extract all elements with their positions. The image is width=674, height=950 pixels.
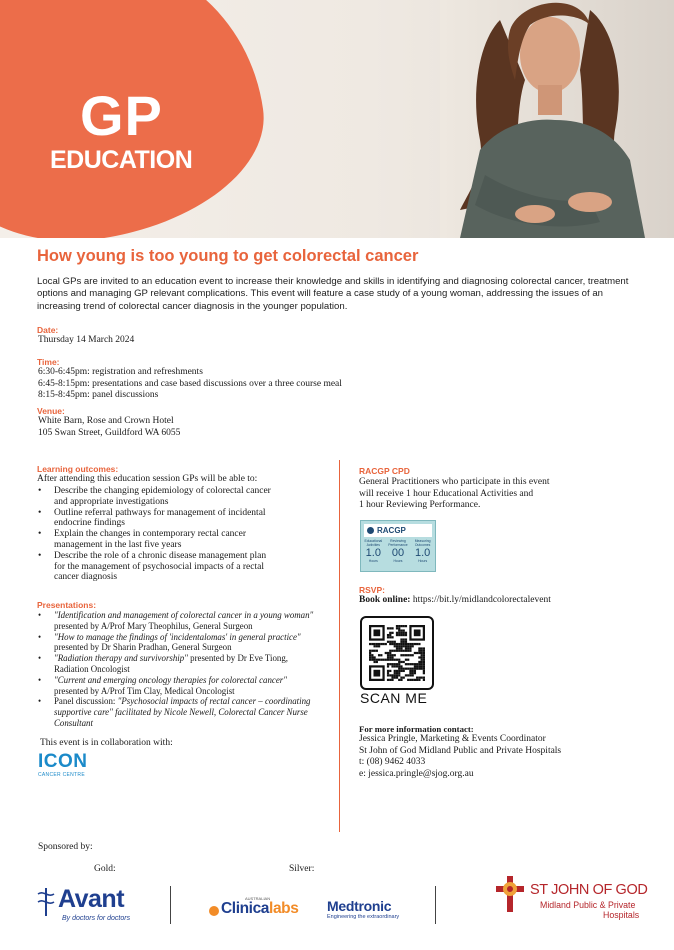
- time-label: Time:: [37, 357, 60, 367]
- badge-col: Measuring Outcomes 1.0 Hours: [414, 539, 431, 563]
- sponsors-label: Sponsored by:: [38, 842, 93, 852]
- rsvp-link[interactable]: https://bit.ly/midlandcolorectalevent: [410, 595, 551, 605]
- medtronic-logo: Medtronic Engineering the extraordinary: [327, 898, 400, 920]
- time-line: 6:45-8:15pm: presentations and case based discussions over a three course meal: [38, 378, 342, 389]
- venue-label: Venue:: [37, 406, 65, 416]
- scan-me-text: SCAN ME: [360, 690, 428, 706]
- learning-item: • Outline referral pathways for management of incidental endocrine findings: [37, 508, 337, 530]
- header-education: EDUCATION: [50, 146, 193, 174]
- event-intro: Local GPs are invited to an education event to increase their knowledge and skills in identifying and diagnosing colorectal cancer, treatment options and managing GP relevant complications. This event will feature a case study of a young woman, addressing the issues of an increasing trend of colorectal cancer diagnosis in the younger population.: [37, 276, 629, 312]
- clinicalabs-logo: AUSTRALIAN Clinicalabs: [207, 897, 307, 925]
- presentation-item: • "Radiation therapy and survivorship" presented by Dr Eve Tiong, Radiation Oncologist: [37, 653, 347, 675]
- presentation-item: • "Identification and management of colorectal cancer in a young woman" presented by A/Prof Mary Theophilus, General Surgeon: [37, 610, 347, 632]
- racgp-brand: RACGP: [377, 526, 406, 535]
- time-line: 6:30-6:45pm: registration and refreshments: [38, 367, 203, 377]
- presentation-item: • Panel discussion: "Psychosocial impacts of rectal cancer – coordinating supportive care" facilitated by Nicole Newell, Colorectal Cancer Nurse Consultant: [37, 696, 347, 728]
- rsvp-book: [359, 595, 551, 607]
- date-label: Date:: [37, 325, 59, 335]
- header-banner: [0, 0, 674, 238]
- badge-col: Educational Activities 1.0 Hours: [364, 539, 383, 563]
- cpd-label: RACGP CPD: [359, 466, 410, 476]
- event-title: How young is too young to get colorectal cancer: [37, 247, 419, 265]
- avant-logo: Avant By doctors for doctors: [36, 886, 148, 926]
- book-online-label: Book online:: [359, 595, 411, 605]
- time-line: 8:15-8:45pm: panel discussions: [38, 390, 159, 401]
- cpd-text: General Practitioners who participate in this event will receive 1 hour Educational Activities and 1 hour Reviewing Performance.: [359, 477, 550, 511]
- learning-intro: After attending this education session GPs will be able to:: [37, 474, 258, 484]
- presentations-label: Presentations:: [37, 600, 97, 610]
- presentation-item: • "How to manage the findings of 'incidentalomas' in general practice" presented by Dr Sharin Pradhan, General Surgeon: [37, 632, 347, 654]
- icon-cancer-centre-logo: ICON CANCER CENTRE: [38, 751, 88, 778]
- gold-label: Gold:: [94, 864, 116, 874]
- collab-text: This event is in collaboration with:: [40, 738, 173, 748]
- woman-photo-illustration: [440, 0, 674, 238]
- silver-label: Silver:: [289, 864, 315, 874]
- sjog-logo: ST JOHN OF GOD Midland Public & Private Hospitals: [496, 876, 646, 916]
- rsvp-label: RSVP:: [359, 585, 385, 595]
- clinicalabs-dot-icon: [209, 906, 219, 916]
- caduceus-icon: [36, 888, 56, 916]
- learning-item: • Describe the role of a chronic disease management plan for the management of psychosocial impacts of a rectal cancer diagnosis: [37, 551, 337, 583]
- venue-line: 105 Swan Street, Guildford WA 6055: [38, 427, 181, 438]
- venue-lines: [38, 416, 180, 439]
- contact-lines: Jessica Pringle, Marketing & Events Coordinator St John of God Midland Public and Private Hospitals t: (08) 9462 4033 e: jessica.pringle@sjog.org.au: [359, 734, 562, 779]
- column-divider: [339, 460, 340, 832]
- racgp-cpd-badge: [360, 520, 436, 572]
- learning-list: [37, 486, 337, 583]
- header-gp: GP: [80, 84, 163, 147]
- badge-col: Reviewing Performance 00 Hours: [388, 539, 408, 563]
- sponsor-separator: [435, 886, 436, 924]
- time-lines: [38, 367, 342, 402]
- contact-email[interactable]: e: jessica.pringle@sjog.org.au: [359, 768, 474, 779]
- contact-label: For more information contact:: [359, 724, 474, 734]
- learning-item: • Describe the changing epidemiology of colorectal cancer and appropriate investigations: [37, 486, 337, 508]
- date-value: Thursday 14 March 2024: [38, 335, 135, 345]
- presentation-item: • "Current and emerging oncology therapies for colorectal cancer" presented by A/Prof Tim Clay, Medical Oncologist: [37, 675, 347, 697]
- qr-code-icon: [369, 625, 425, 681]
- sponsor-separator: [170, 886, 171, 924]
- qr-code-frame[interactable]: [360, 616, 434, 690]
- presentations-list: [37, 610, 347, 729]
- venue-line: White Barn, Rose and Crown Hotel: [38, 416, 174, 426]
- sjog-cross-icon: [496, 876, 524, 912]
- racgp-emblem-icon: [367, 527, 374, 534]
- learning-label: Learning outcomes:: [37, 464, 119, 474]
- learning-item: • Explain the changes in contemporary rectal cancer management in the last five years: [37, 529, 337, 551]
